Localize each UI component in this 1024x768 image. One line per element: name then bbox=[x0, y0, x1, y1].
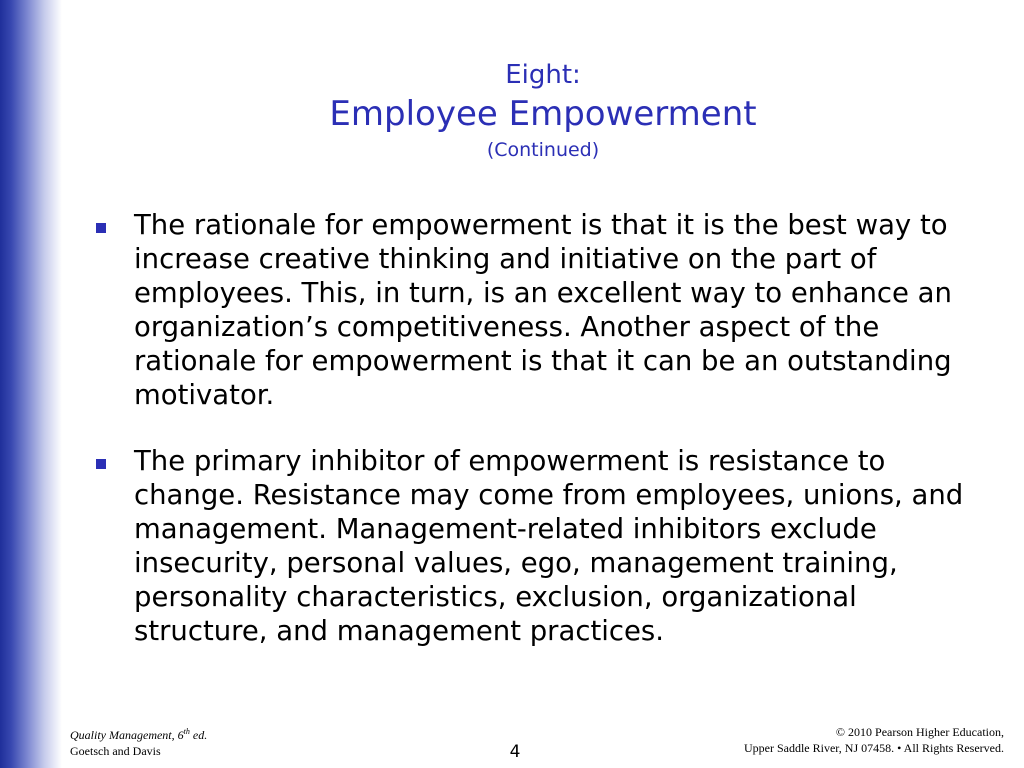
edition-superscript: th bbox=[183, 727, 190, 736]
book-title: Quality Management, 6 bbox=[70, 728, 184, 742]
title-line-3: (Continued) bbox=[486, 139, 600, 161]
title-line-2: Employee Empowerment bbox=[329, 94, 757, 134]
bullet-item bbox=[96, 208, 996, 412]
copyright-line-2: Upper Saddle River, NJ 07458. • All Rights Reserved. bbox=[743, 741, 1004, 755]
square-bullet-icon bbox=[96, 223, 106, 233]
authors: Goetsch and Davis bbox=[70, 744, 161, 758]
left-gradient-bar bbox=[0, 0, 62, 768]
bullet-item bbox=[96, 444, 996, 648]
page-number: 4 bbox=[509, 742, 521, 762]
book-title-line bbox=[70, 724, 207, 743]
footer-book-info bbox=[70, 724, 207, 759]
bullet-text: The rationale for empowerment is that it is the best way to increase creative thinking and initiative on the part of employees. This, in turn, is an excellent way to enhance an organization’s competitiveness. Another aspect of the rationale for empowerment is that it can be an outstanding motivator. bbox=[134, 209, 952, 411]
bullet-list bbox=[96, 208, 996, 680]
edition-suffix: ed. bbox=[189, 728, 208, 742]
square-bullet-icon bbox=[96, 459, 106, 469]
title-line-1: Eight: bbox=[505, 60, 581, 90]
copyright-line-1: © 2010 Pearson Higher Education, bbox=[835, 725, 1004, 739]
slide-title bbox=[62, 58, 1024, 164]
bullet-text: The primary inhibitor of empowerment is resistance to change. Resistance may come from employees, unions, and management. Management-related inhibitors exclude insecurity, personal values, ego, management training, personality characteristics, exclusion, organizational structure, and management practices. bbox=[134, 445, 964, 647]
footer-copyright bbox=[744, 724, 1004, 756]
